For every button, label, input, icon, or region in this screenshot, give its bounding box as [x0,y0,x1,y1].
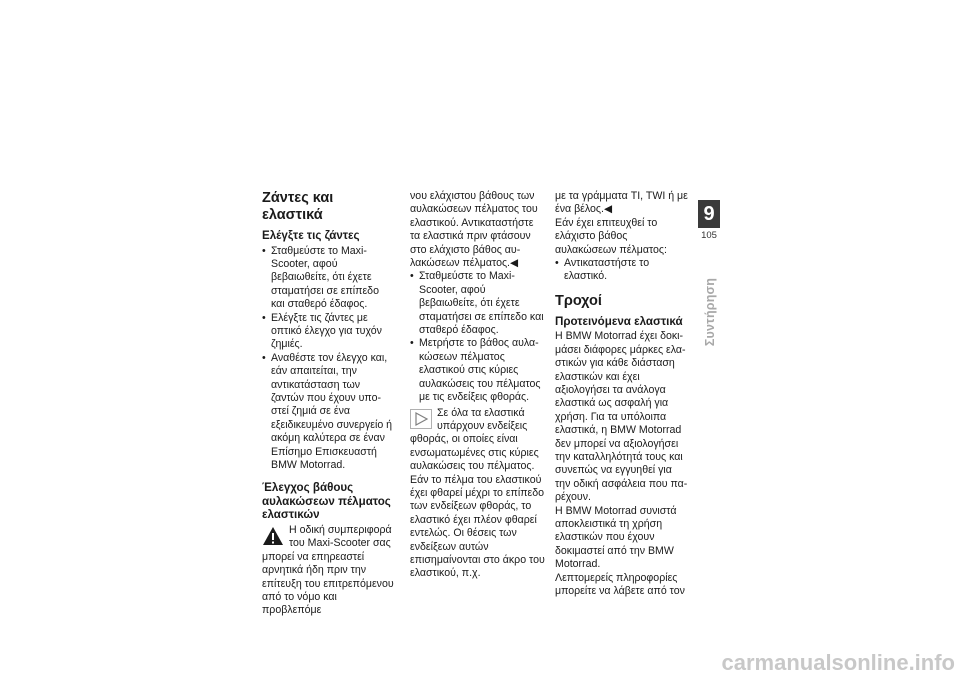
paragraph: Λεπτομερείς πληροφορίες μπορείτε να λάβετε από τον [555,571,685,598]
note-arrow-icon [410,409,432,433]
column-left [262,190,394,618]
list-item: • Μετρήστε το βάθος αυλακώσεων πέλματος ελαστικού στις κύριες αυλακώσεις του πέλματος με τις ενδείξεις φθοράς. [410,337,545,404]
chapter-label-text: Συντήρηση [703,277,717,347]
list-item: • Σταθμεύστε το Maxi-Scooter, αφού βεβαιωθείτε, ότι έχετε σταματήσει σε επίπεδο και σταθερό έδαφος. [410,270,545,337]
page-number: 105 [701,230,717,241]
tread-marks-text: με τα γράμματα TI, TWI ή με ένα βέλος.◀ [555,190,688,216]
list-item: • Αναθέστε τον έλεγχο και, εάν απαιτείται, την αντικατάσταση των ζαντών που έχουν υποστεί ζημιά σε ένα εξειδικευμένο συνεργείο ή ακόμη καλύτερα σε έναν Επίσημο Επισκευαστή BMW Motorrad. [262,352,394,473]
warning-note [262,524,394,618]
tread-steps-list [410,270,545,404]
list-item: • Σταθμεύστε το Maxi-Scooter, αφού βεβαιωθείτε, ότι έχετε σταματήσει σε επίπεδο και σταθερό έδαφος. [262,245,394,312]
tread-intro-text: νου ελάχιστου βάθους των αυλακώσεων πέλματος του ελαστικού. Αντικαταστήστε τα ελαστικά πριν φτάσουν στο ελάχιστο βάθος αυλακώσεων πέλματος.◀ [410,190,538,270]
section-title-check-rims: Ελέγξτε τις ζάντες [262,229,360,242]
list-item: • Ελέγξτε τις ζάντες με οπτικό έλεγχο για τυχόν ζημιές. [262,312,394,352]
section-title-tread-depth: Έλεγχος βάθους αυλακώσεων πέλματος ελαστικών [262,481,391,522]
section-title-recommended-tyres: Προτεινόμενα ελαστικά [555,314,683,328]
list-item: • Αντικαταστήστε το ελαστικό. [555,257,690,284]
column-middle [410,190,545,581]
info-note [410,407,545,581]
column-right [555,190,690,598]
section-heading-wheels: Τροχοί [555,292,602,309]
paragraph: Η BMW Motorrad έχει δοκιμάσει διάφορες μάρκες ελαστικών για κάθε διάσταση ελαστικών και έχει αξιολογήσει τα ανάλογα ελαστικά ως ασφαλή για χρήση. Για τα υπόλοιπα ελαστικά, η BMW Motorrad δεν μπορεί να αξιολογήσει την καταλληλότητά τους και συνεπώς να εγγυηθεί για την οδική ασφάλεια που παρέχουν. [555,330,688,504]
rims-steps-list [262,245,394,473]
chapter-tab [698,200,720,244]
page-title: Ζάντες και ελαστικά [262,190,334,223]
chapter-side-label [690,272,730,352]
replace-steps-list [555,257,690,284]
min-depth-text: Εάν έχει επιτευχθεί το ελάχιστο βάθος αυλακώσεων πέλματος: [555,216,667,256]
paragraph: Η BMW Motorrad συνιστά αποκλειστικά τη χρήση ελαστικών που έχουν δοκιμαστεί από την BMW Motorrad. [555,504,677,571]
info-note-text: Σε όλα τα ελαστικά υπάρχουν ενδείξεις φθοράς, οι οποίες είναι ενσωματωμένες στις κύριες αυλακώσεις του πέλματος. Εάν το πέλμα του ελαστικού έχει φθαρεί μέχρι το επίπεδο των ενδείξεων φθοράς, το ελαστικό έχει πλέον φθαρεί εντελώς. Οι θέσεις των ενδείξεων αυτών επισημαίνονται στο άκρο του ελαστικού, π.χ. [410,406,545,580]
watermark: carmanualsonline.info [721,650,955,675]
warning-text: Η οδική συμπεριφορά του Maxi-Scooter σας μπορεί να επηρεαστεί αρνητικά ήδη πριν την επίτευξη του επιτρεπόμενου από το νόμο και προβλεπόμε [262,523,394,617]
warning-icon [262,526,284,550]
chapter-number: 9 [698,200,720,228]
